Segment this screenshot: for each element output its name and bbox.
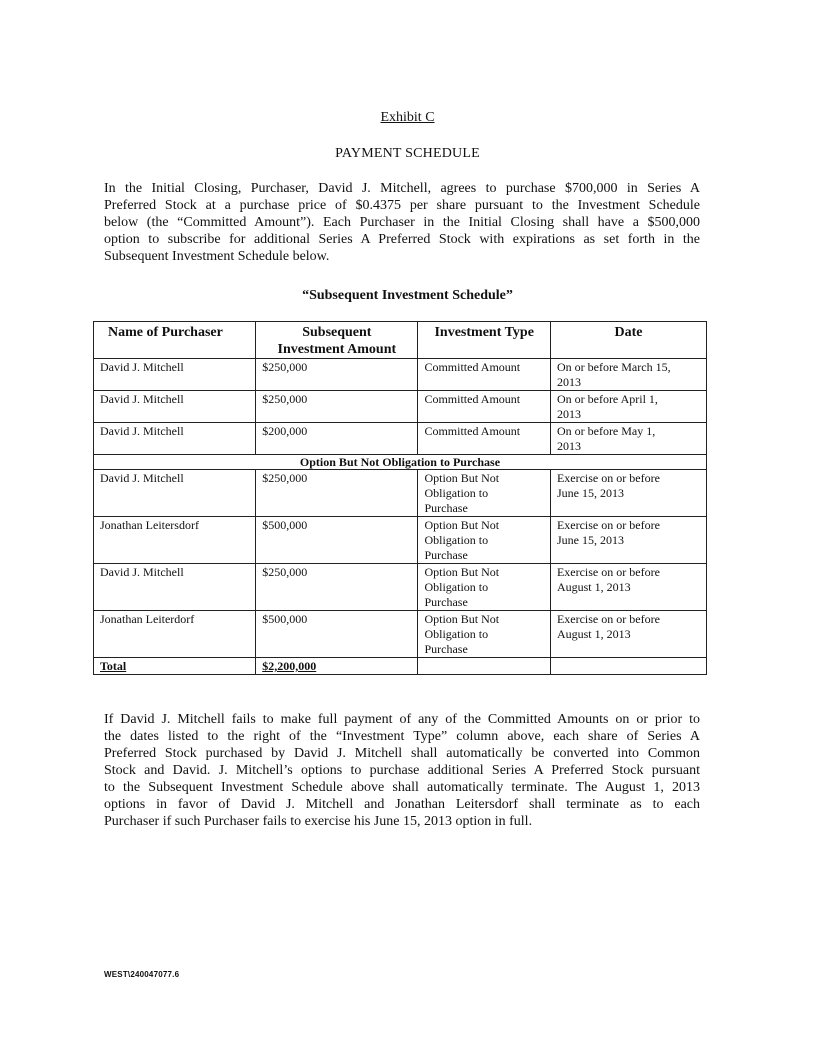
empty-cell [418,658,550,675]
total-label: Total [94,658,256,675]
page-title: PAYMENT SCHEDULE [335,146,480,161]
date-line2: 2013 [556,375,581,389]
date-line2: August 1, 2013 [556,627,631,641]
cell-date [550,564,706,611]
type-line2: Obligation to [424,533,489,547]
outro-line: Stock and David. J. Mitchell’s options to purchase additional Series A Preferred Stock pursuant [104,763,700,778]
cell-type: Committed Amount [418,391,550,423]
table-row [94,470,707,517]
cell-type [418,517,550,564]
intro-line: Preferred Stock at a purchase price of $0.4375 per share pursuant to the Investment Schedule [104,198,700,213]
total-row [94,658,707,675]
cell-date [550,470,706,517]
header-amount-line1: Subsequent [302,325,372,340]
cell-amount: $250,000 [256,391,418,423]
cell-type: Committed Amount [418,359,550,391]
cell-type: Committed Amount [418,423,550,455]
type-line3: Purchase [424,548,468,562]
header-name: Name of Purchaser [94,322,256,359]
section-row [94,455,707,470]
table-row [94,517,707,564]
type-line3: Purchase [424,501,468,515]
header-amount [256,322,418,359]
date-line1: On or before April 1, [556,392,658,406]
table-header-row [94,322,707,359]
type-line1: Option But Not [424,612,500,626]
cell-amount: $250,000 [256,470,418,517]
type-line2: Obligation to [424,486,489,500]
date-line2: August 1, 2013 [556,580,631,594]
outro-line: If David J. Mitchell fails to make full payment of any of the Committed Amounts on or prior to [104,712,700,727]
cell-name: David J. Mitchell [94,391,256,423]
table-caption: “Subsequent Investment Schedule” [302,288,513,303]
type-line3: Purchase [424,642,468,656]
date-line1: Exercise on or before [556,518,660,532]
cell-type [418,470,550,517]
cell-name: David J. Mitchell [94,359,256,391]
cell-amount: $500,000 [256,611,418,658]
type-line3: Purchase [424,595,468,609]
cell-date [550,517,706,564]
table-row [94,359,707,391]
cell-type [418,564,550,611]
cell-name: Jonathan Leitersdorf [94,517,256,564]
table-row [94,611,707,658]
date-line1: Exercise on or before [556,565,660,579]
intro-line: Subsequent Investment Schedule below. [104,249,330,264]
type-line1: Option But Not [424,518,500,532]
section-label: Option But Not Obligation to Purchase [94,455,707,470]
date-line1: On or before March 15, [556,360,671,374]
document-id-footer: WEST\240047077.6 [104,970,180,979]
cell-amount: $250,000 [256,359,418,391]
cell-amount: $200,000 [256,423,418,455]
intro-line: below (the “Committed Amount”). Each Purchaser in the Initial Closing shall have a $500,000 [104,215,700,230]
header-date: Date [550,322,706,359]
cell-date [550,423,706,455]
cell-date [550,359,706,391]
date-line1: Exercise on or before [556,471,660,485]
outro-line: options in favor of David J. Mitchell and Jonathan Leitersdorf shall terminate as to each [104,797,700,812]
cell-amount: $500,000 [256,517,418,564]
cell-date [550,391,706,423]
cell-name: Jonathan Leiterdorf [94,611,256,658]
cell-name: David J. Mitchell [94,564,256,611]
type-line2: Obligation to [424,627,489,641]
total-amount: $2,200,000 [256,658,418,675]
header-type: Investment Type [418,322,550,359]
outro-line: the dates listed to the right of the “Investment Type” column above, each share of Series A [104,729,700,744]
closing-paragraph [104,711,700,830]
cell-name: David J. Mitchell [94,423,256,455]
cell-date [550,611,706,658]
intro-line: In the Initial Closing, Purchaser, David J. Mitchell, agrees to purchase $700,000 in Series A [104,181,700,196]
cell-amount: $250,000 [256,564,418,611]
empty-cell [550,658,706,675]
header-amount-line2: Investment Amount [277,342,397,357]
date-line2: 2013 [556,407,581,421]
exhibit-label: Exhibit C [380,110,435,125]
intro-line: option to subscribe for additional Series A Preferred Stock with expirations as set forth in the [104,232,700,247]
type-line2: Obligation to [424,580,489,594]
date-line2: June 15, 2013 [556,533,624,547]
table-row [94,564,707,611]
table-row [94,423,707,455]
table-row [94,391,707,423]
type-line1: Option But Not [424,565,500,579]
investment-schedule-table [93,321,707,675]
cell-type [418,611,550,658]
type-line1: Option But Not [424,471,500,485]
cell-name: David J. Mitchell [94,470,256,517]
date-line2: 2013 [556,439,581,453]
intro-paragraph [104,180,700,265]
date-line2: June 15, 2013 [556,486,624,500]
outro-line: Preferred Stock purchased by David J. Mitchell shall automatically be converted into Common [104,746,700,761]
outro-line: Purchaser if such Purchaser fails to exercise his June 15, 2013 option in full. [104,814,533,829]
date-line1: Exercise on or before [556,612,660,626]
outro-line: to the Subsequent Investment Schedule above shall automatically terminate. The August 1, 2013 [104,780,700,795]
date-line1: On or before May 1, [556,424,656,438]
